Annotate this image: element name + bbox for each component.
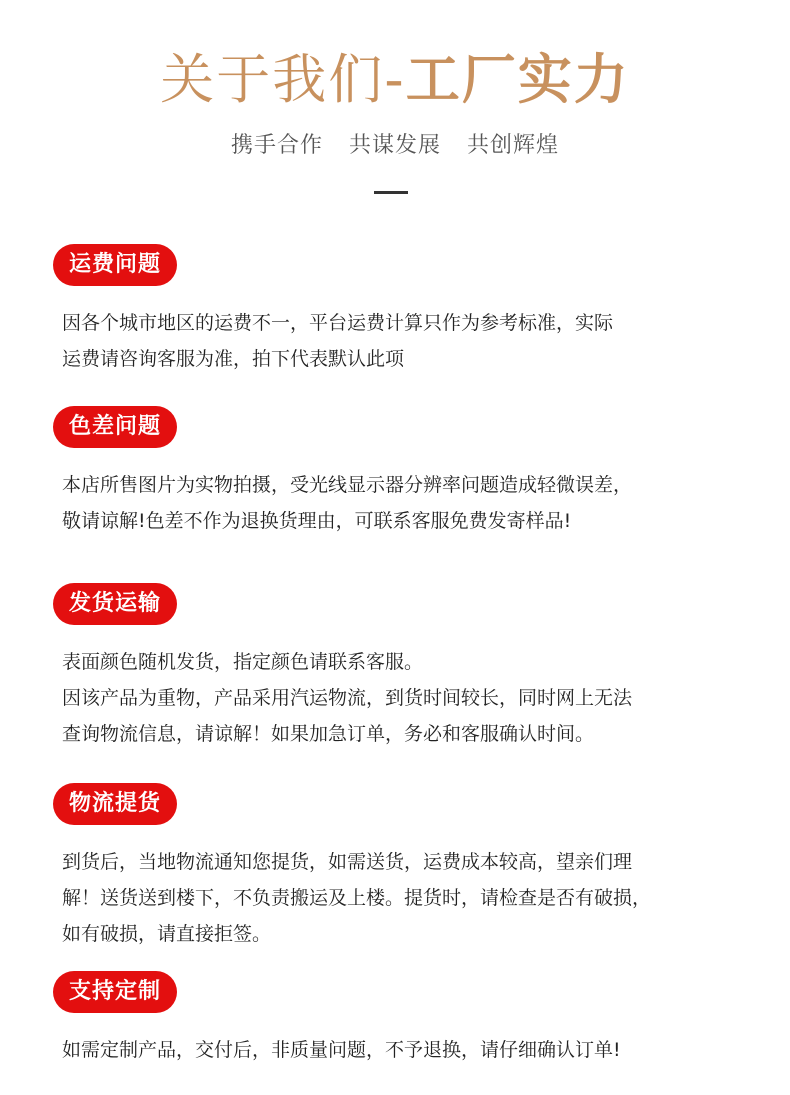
- section-badge: 支持定制: [53, 971, 177, 1013]
- section-body: [62, 844, 762, 952]
- page-title-bold: 工厂实力: [405, 48, 630, 111]
- subtitle-phrase-2: 共谋发展: [348, 133, 441, 158]
- page-header: [0, 0, 790, 210]
- subtitle-phrase-1: 携手合作: [230, 133, 323, 158]
- body-line: 敬请谅解!色差不作为退换货理由，可联系客服免费发寄样品!: [62, 510, 572, 532]
- section-badge: 色差问题: [53, 406, 177, 448]
- body-line: 查询物流信息，请谅解！如果加急订单，务必和客服确认时间。: [62, 723, 595, 745]
- section-badge: 发货运输: [53, 583, 177, 625]
- body-line: 本店所售图片为实物拍摄，受光线显示器分辨率问题造成轻微误差，: [62, 474, 633, 496]
- page-title-light: 关于我们-: [160, 48, 406, 111]
- body-line: 解！送货送到楼下，不负责搬运及上楼。提货时，请检查是否有破损，: [62, 887, 652, 909]
- body-line: 因各个城市地区的运费不一，平台运费计算只作为参考标准，实际: [62, 312, 614, 334]
- body-line: 运费请咨询客服为准，拍下代表默认此项: [62, 348, 405, 370]
- body-line: 如需定制产品，交付后，非质量问题，不予退换，请仔细确认订单!: [62, 1039, 621, 1061]
- page-title: [0, 48, 790, 112]
- section-badge: 物流提货: [53, 783, 177, 825]
- section-badge: 运费问题: [53, 244, 177, 286]
- header-divider: [374, 191, 408, 194]
- body-line: 到货后，当地物流通知您提货，如需送货，运费成本较高，望亲们理: [62, 851, 633, 873]
- section-body: [62, 644, 762, 752]
- section-body: [62, 305, 762, 377]
- body-line: 因该产品为重物，产品采用汽运物流，到货时间较长，同时网上无法: [62, 687, 633, 709]
- subtitle-phrase-3: 共创辉煌: [467, 133, 560, 158]
- section-body: [62, 467, 762, 539]
- body-line: 表面颜色随机发货，指定颜色请联系客服。: [62, 651, 424, 673]
- section-body: [62, 1032, 762, 1068]
- page-subtitle: [0, 130, 790, 162]
- body-line: 如有破损，请直接拒签。: [62, 923, 272, 945]
